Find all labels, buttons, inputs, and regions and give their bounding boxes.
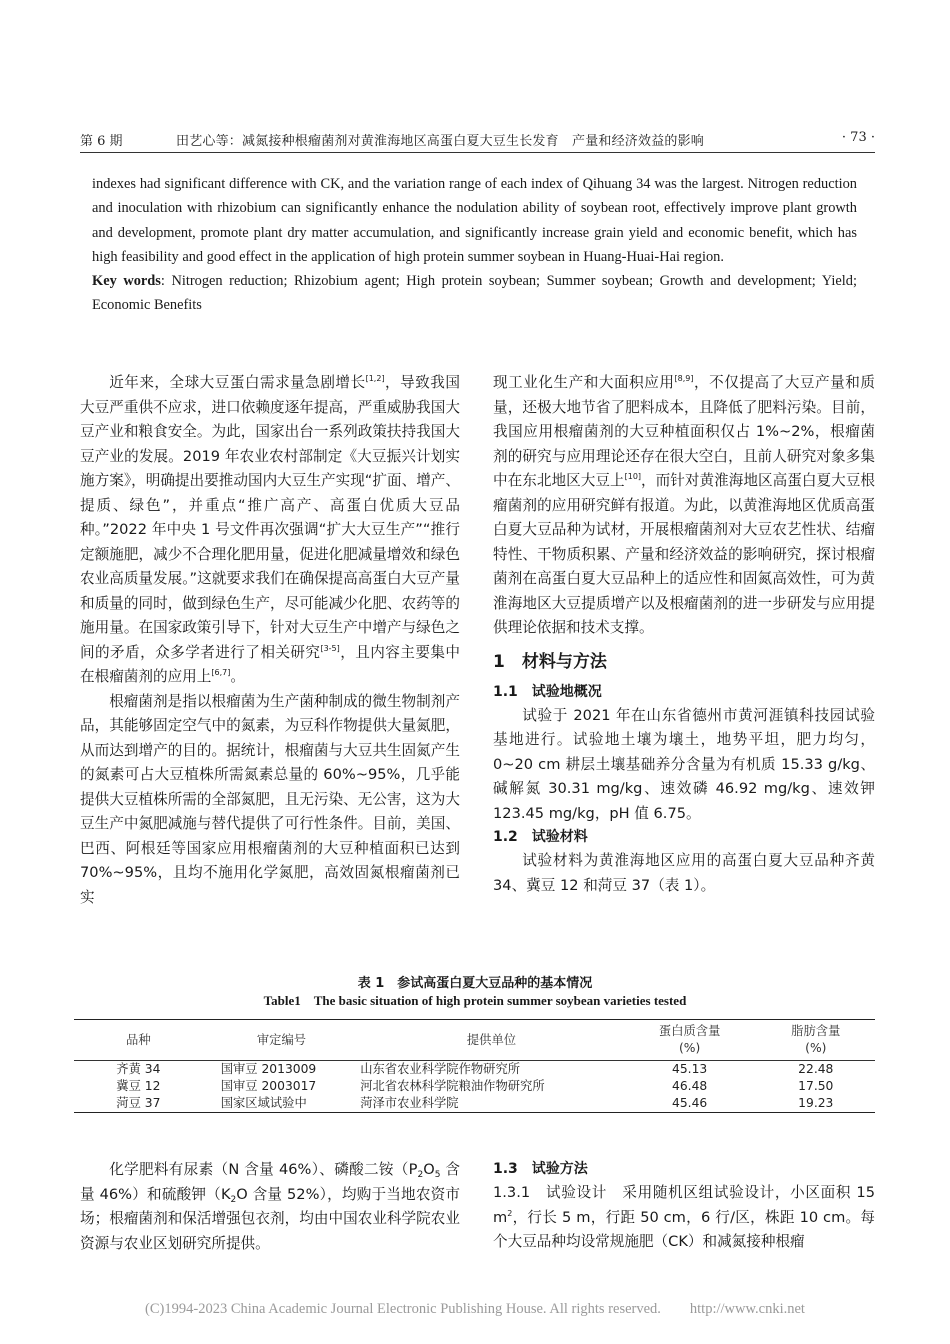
citation[interactable]: [1,2] bbox=[365, 374, 385, 383]
subsection-heading: 1.1 试验地概况 bbox=[493, 683, 602, 700]
table-row: 菏豆 37 国家区域试验中 菏泽市农业科学院 45.46 19.23 bbox=[116, 1096, 834, 1110]
keywords-text: Nitrogen reduction; Rhizobium agent; High protein soybean; Summer soybean; Growth and development; Yield; Economic Benefits bbox=[92, 273, 857, 314]
keywords-line: Key words: Nitrogen reduction; Rhizobium agent; High protein soybean; Summer soybean; Growth and development; Yield; Economic Benefits bbox=[92, 273, 857, 314]
english-abstract bbox=[92, 172, 857, 318]
col-header: 品种 bbox=[74, 1020, 203, 1061]
col-header: 蛋白质含量 (%) bbox=[623, 1020, 757, 1061]
copyright-footer: (C)1994-2023 China Academic Journal Electronic Publishing House. All rights reserved. http://www.cnki.net bbox=[145, 1301, 805, 1317]
citation[interactable]: [6,7] bbox=[211, 668, 231, 677]
variety-table bbox=[74, 1019, 875, 1113]
left-column bbox=[80, 371, 460, 910]
table-row: 冀豆 12 国审豆 2003017 河北省农林科学院粮油作物研究所 46.48 17.50 bbox=[116, 1079, 834, 1093]
fertilizer-paragraph: 化学肥料有尿素（N 含量 46%）、磷酸二铵（$P_2O_5$ 含量 46%）和硫酸钾（$K_2O$ 含量 52%），均购于当地农资市场；根瘤菌剂和保活增强包衣剂，均由中国农业科学院农业资源与农业区划研究所提供。 bbox=[80, 1161, 461, 1252]
table-caption bbox=[0, 975, 950, 1009]
table-caption-en: Table1 The basic situation of high protein summer soybean varieties tested bbox=[263, 993, 687, 1008]
bottom-right-column bbox=[493, 1158, 875, 1255]
issue-number: 第 6 期 bbox=[80, 134, 123, 149]
site-paragraph: 试验于 2021 年在山东省德州市黄河涯镇科技园试验基地进行。试验地土壤为壤土，地势平坦，肥力均匀，0~20 cm 耕层土壤基础养分含量为有机质 15.33 g/kg、碱解氮 30.31 mg/kg、速效磷 46.92 mg/kg、速效钾 123.45 mg/kg，pH 值 6.75。 bbox=[493, 706, 875, 822]
col-header: 审定编号 bbox=[203, 1020, 361, 1061]
subsection-heading: 1.3 试验方法 bbox=[493, 1161, 588, 1177]
col-header: 脂肪含量 (%) bbox=[757, 1020, 875, 1061]
page-number: · 73 · bbox=[841, 130, 875, 145]
citation[interactable]: [8,9] bbox=[674, 374, 694, 383]
section-heading: 1 材料与方法 bbox=[493, 651, 607, 672]
intro-paragraph-2: 根瘤菌剂是指以根瘤菌为生产菌种制成的微生物制剂产品，其能够固定空气中的氮素，为豆科作物提供大量氮肥，从而达到增产的目的。据统计，根瘤菌与大豆共生固氮产生的氮素可占大豆植株所需氮素总量的 60%~95%，几乎能提供大豆植株所需的全部氮肥，且无污染、无公害，这为大豆生产中氮肥减施与替代提供了可行性条件。目前，美国、巴西、阿根廷等国家应用根瘤菌剂的大豆种植面积已达到 70%~95%，且均不施用化学氮肥，高效固氮根瘤菌剂已实 bbox=[80, 692, 460, 906]
running-title: 田艺心等：减氮接种根瘤菌剂对黄淮海地区高蛋白夏大豆生长发育 产量和经济效益的影响 bbox=[176, 134, 705, 149]
keywords-label: Key words bbox=[92, 273, 161, 290]
table-header-row bbox=[74, 1020, 875, 1061]
citation[interactable]: [10] bbox=[624, 472, 642, 481]
materials-paragraph: 试验材料为黄淮海地区应用的高蛋白夏大豆品种齐黄 34、冀豆 12 和菏豆 37（表 1）。 bbox=[493, 852, 875, 894]
bottom-left-column bbox=[80, 1158, 460, 1256]
intro-paragraph-1: 近年来，全球大豆蛋白需求量急剧增长[1,2]，导致我国大豆严重供不应求，进口依赖度逐年提高，严重威胁我国大豆产业和粮食安全。为此，国家出台一系列政策扶持我国大豆产业的发展。2019 年农业农村部制定《大豆振兴计划实施方案》，明确提出要推动国内大豆生产实现“扩面、增产、提质、绿色”，并重点“推广高产、高蛋白优质大豆品种。”2022 年中央 1 号文件再次强调“扩大大豆生产”“推行定额施肥，减少不合理化肥用量，促进化肥减量增效和绿色农业高质量发展。”这就要求我们在确保提高高蛋白大豆产量和质量的同时，做到绿色生产，尽可能减少化肥、农药等的施用量。在国家政策引导下，针对大豆生产中增产与绿色之间的矛盾，众多学者进行了相关研究[3-5]，且内容主要集中在根瘤菌剂的应用上[6,7]。 bbox=[80, 374, 460, 685]
design-paragraph: 1.3.1 试验设计 采用随机区组试验设计，小区面积 15 $m^2$，行长 5 m，行距 50 cm，6 行/区，株距 10 cm。每个大豆品种均设常规施肥（CK）和减氮接种根瘤 bbox=[493, 1184, 875, 1250]
col-header: 提供单位 bbox=[360, 1020, 623, 1061]
table-row: 齐黄 34 国审豆 2013009 山东省农业科学院作物研究所 45.13 22.48 bbox=[116, 1062, 834, 1076]
abstract-text: indexes had significant difference with CK, and the variation range of each index of Qihuang 34 was the largest. Nitrogen reduction and inoculation with rhizobium can significantly enhance the nodulation ability of soybean root, effectively improve plant growth and development, promote plant dry matter accumulation, and significantly increase grain yield and economic benefit, which has high feasibility and good effect in the application of high protein summer soybean in Huang-Huai-Hai region. bbox=[92, 176, 857, 265]
citation[interactable]: [3-5] bbox=[320, 643, 340, 653]
subsection-heading: 1.2 试验材料 bbox=[493, 829, 588, 845]
running-header bbox=[80, 128, 875, 153]
intro-paragraph-3: 现工业化生产和大面积应用[8,9]，不仅提高了大豆产量和质量，还极大地节省了肥料成本，且降低了肥料污染。目前，我国应用根瘤菌剂的大豆种植面积仅占 1%~2%，根瘤菌剂的研究与应用理论还存在很大空白，且前人研究对象多集中在东北地区大豆上[10]，而针对黄淮海地区高蛋白夏大豆根瘤菌剂的应用研究鲜有报道。为此，以黄淮海地区优质高蛋白夏大豆品种为试材，开展根瘤菌剂对大豆农艺性状、结瘤特性、干物质积累、产量和经济效益的影响研究，探讨根瘤菌剂在高蛋白夏大豆品种上的适应性和固氮高效性，可为黄淮海地区大豆提质增产以及根瘤菌剂的进一步研发与应用提供理论依据和技术支撑。 bbox=[493, 374, 875, 636]
right-column bbox=[493, 371, 875, 898]
table-caption-cn: 表 1 参试高蛋白夏大豆品种的基本情况 bbox=[357, 976, 593, 991]
